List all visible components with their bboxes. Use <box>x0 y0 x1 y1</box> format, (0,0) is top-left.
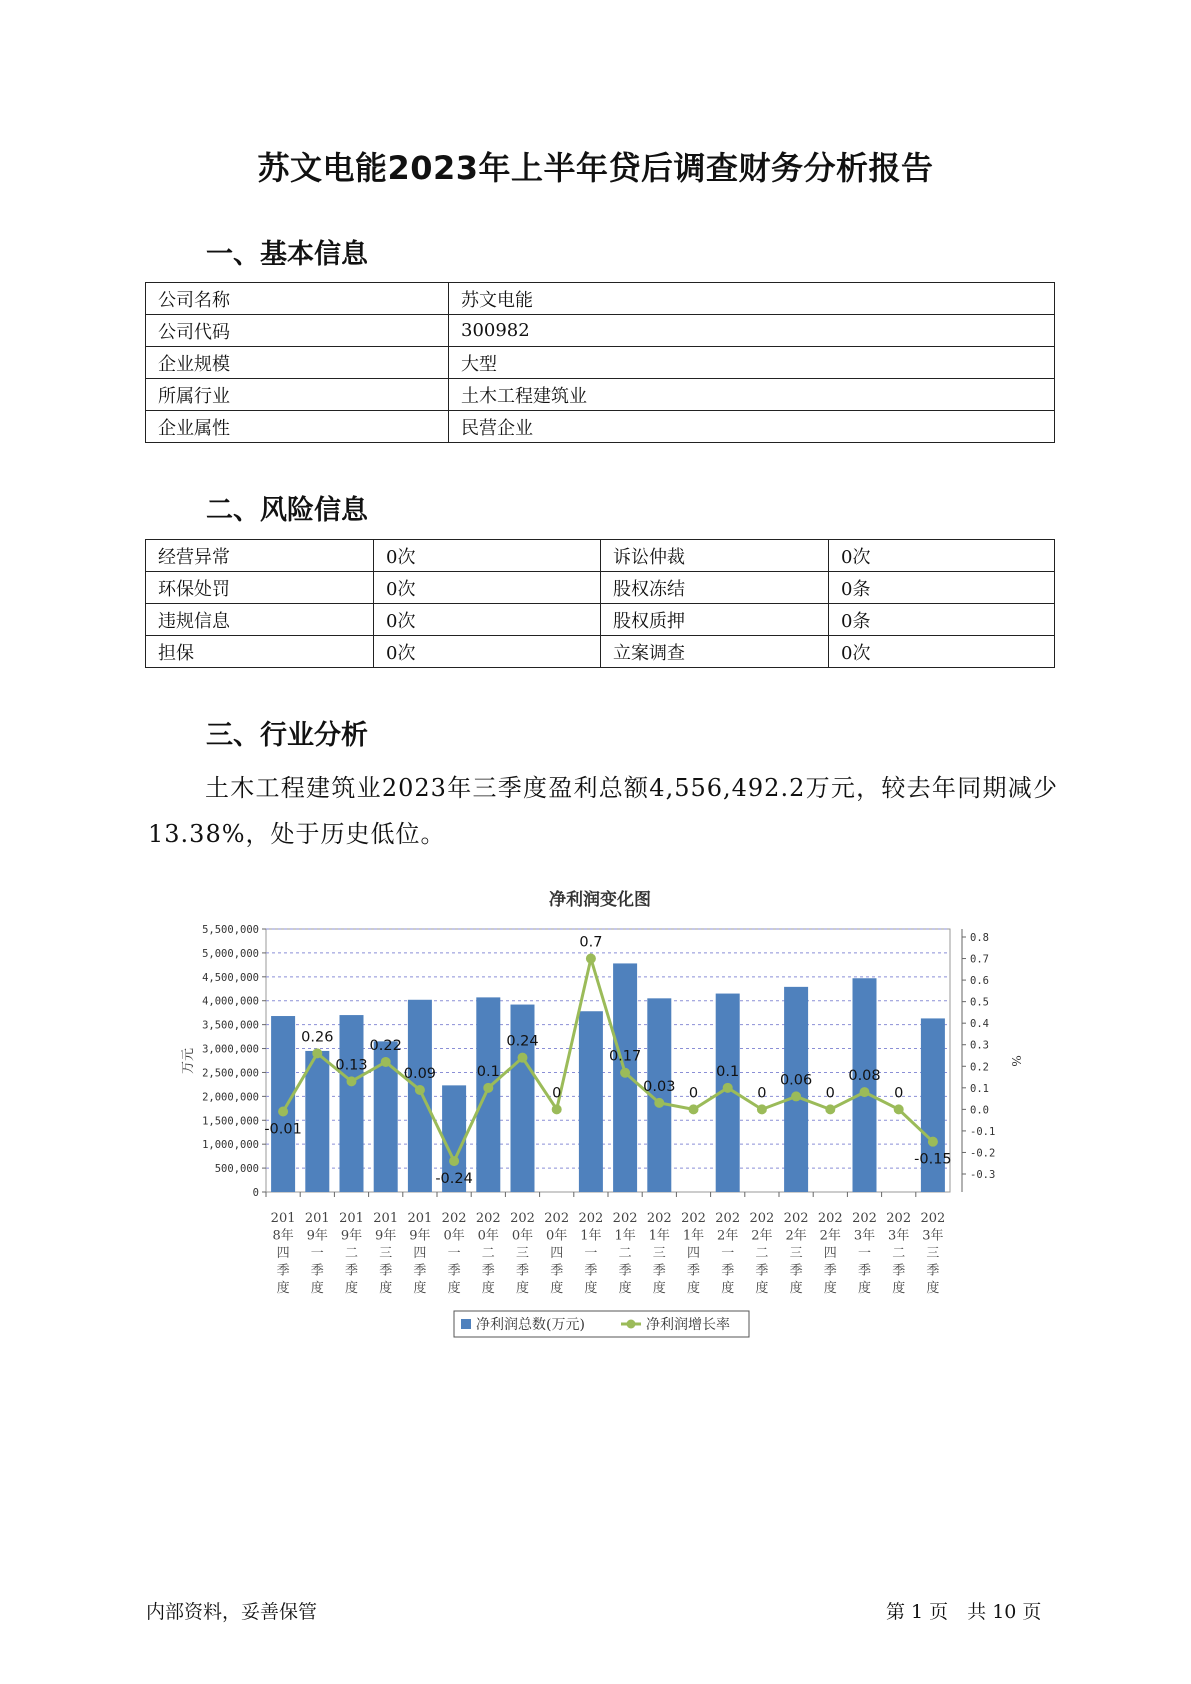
x-tick-label: 3年 <box>888 1228 910 1244</box>
x-tick-label: 季 <box>652 1263 666 1279</box>
x-tick-label: 一 <box>721 1246 735 1261</box>
x-tick-label: 季 <box>515 1263 530 1279</box>
growth-rate-point <box>381 1057 391 1067</box>
x-tick-label: 度 <box>789 1281 803 1296</box>
y2-tick-label: 0.0 <box>970 1104 989 1117</box>
growth-rate-point <box>586 954 596 964</box>
x-tick-label: 202 <box>852 1211 877 1226</box>
x-tick-label: 季 <box>310 1263 324 1279</box>
x-tick-label: 季 <box>823 1263 837 1279</box>
y-tick-label: 3,000,000 <box>202 1043 259 1056</box>
y-tick-label: 5,000,000 <box>202 947 259 960</box>
x-tick-label: 1年 <box>648 1228 670 1244</box>
field-value: 300982 <box>449 315 1055 347</box>
bar <box>408 1000 432 1192</box>
y-tick-label: 5,500,000 <box>202 924 259 936</box>
y2-tick-label: 0.1 <box>970 1082 989 1095</box>
y-tick-label: 0 <box>252 1187 259 1199</box>
section-heading-risk-info: 二、风险信息 <box>206 495 368 526</box>
x-tick-label: 季 <box>686 1263 701 1279</box>
x-tick-label: 1年 <box>580 1228 602 1244</box>
data-label: -0.15 <box>914 1151 952 1168</box>
y-tick-label: 1,000,000 <box>202 1139 259 1152</box>
x-tick-label: 0年 <box>443 1228 465 1244</box>
field-label: 企业属性 <box>146 411 449 443</box>
y-tick-label: 4,500,000 <box>202 971 259 984</box>
field-value: 民营企业 <box>449 411 1055 443</box>
industry-analysis-paragraph: 土木工程建筑业2023年三季度盈利总额4,556,492.2万元，较去年同期减少13.38%，处于历史低位。 <box>148 774 1058 848</box>
growth-rate-point <box>757 1104 767 1114</box>
x-tick-label: 9年 <box>409 1228 431 1244</box>
x-tick-label: 201 <box>304 1211 330 1226</box>
x-tick-label: 度 <box>926 1281 940 1296</box>
x-tick-label: 季 <box>550 1263 564 1279</box>
x-tick-label: 季 <box>344 1263 359 1279</box>
y2-tick-label: -0.1 <box>970 1125 996 1138</box>
growth-rate-point <box>415 1085 425 1095</box>
data-label: 0.1 <box>476 1063 500 1080</box>
x-tick-label: 8年 <box>272 1228 294 1244</box>
x-tick-label: 2年 <box>751 1228 773 1244</box>
x-tick-label: 202 <box>783 1211 809 1226</box>
x-tick-label: 1年 <box>682 1228 705 1244</box>
x-tick-label: 202 <box>544 1211 570 1226</box>
risk-value: 0次 <box>374 540 601 572</box>
growth-rate-point <box>483 1083 493 1093</box>
x-tick-label: 9年 <box>375 1228 397 1244</box>
y2-tick-label: 0.4 <box>970 1018 989 1031</box>
x-tick-label: 度 <box>584 1281 598 1296</box>
risk-label: 违规信息 <box>146 604 374 636</box>
data-label: 0 <box>894 1085 904 1102</box>
x-tick-label: 二 <box>755 1246 769 1261</box>
x-tick-label: 度 <box>276 1281 290 1296</box>
y2-tick-label: 0.8 <box>970 932 989 944</box>
x-tick-label: 2年 <box>717 1228 739 1244</box>
data-label: 0.24 <box>506 1033 539 1050</box>
y-tick-label: 3,500,000 <box>202 1019 259 1032</box>
x-tick-label: 度 <box>413 1281 427 1296</box>
x-tick-label: 四 <box>550 1246 564 1261</box>
legend-label-line: 净利润增长率 <box>646 1317 730 1333</box>
x-tick-label: 202 <box>475 1211 501 1226</box>
data-label: -0.24 <box>435 1171 473 1188</box>
x-tick-label: 一 <box>584 1246 598 1261</box>
x-tick-label: 3年 <box>922 1228 944 1244</box>
x-tick-label: 度 <box>823 1281 837 1296</box>
y2-tick-label: 0.2 <box>970 1061 989 1074</box>
x-tick-label: 度 <box>481 1281 495 1296</box>
x-tick-label: 季 <box>892 1263 906 1279</box>
bar <box>476 997 500 1192</box>
x-tick-label: 201 <box>373 1211 399 1226</box>
x-tick-label: 季 <box>379 1263 393 1279</box>
x-tick-label: 季 <box>618 1263 632 1279</box>
data-label: 0.08 <box>848 1068 881 1085</box>
x-tick-label: 季 <box>413 1263 427 1279</box>
x-tick-label: 202 <box>749 1211 775 1226</box>
x-tick-label: 三 <box>379 1246 393 1261</box>
section-heading-basic-info: 一、基本信息 <box>206 239 368 270</box>
y2-axis-title: % <box>1009 1055 1023 1067</box>
x-tick-label: 一 <box>857 1246 872 1261</box>
growth-rate-point <box>654 1098 664 1108</box>
risk-label: 股权质押 <box>601 604 829 636</box>
field-label: 公司代码 <box>146 315 449 347</box>
x-tick-label: 季 <box>857 1263 872 1279</box>
x-tick-label: 度 <box>652 1281 666 1296</box>
data-label: 0 <box>825 1085 835 1102</box>
x-tick-label: 度 <box>310 1281 324 1296</box>
x-tick-label: 202 <box>578 1211 604 1226</box>
growth-rate-point <box>723 1083 733 1093</box>
x-tick-label: 度 <box>344 1281 359 1296</box>
risk-value: 0次 <box>374 572 601 604</box>
growth-rate-point <box>928 1137 938 1147</box>
section-heading-industry-analysis: 三、行业分析 <box>206 720 368 751</box>
data-label: 0.22 <box>369 1037 402 1054</box>
growth-rate-point <box>518 1053 528 1063</box>
y-tick-label: 2,500,000 <box>202 1067 259 1080</box>
field-value: 大型 <box>449 347 1055 379</box>
field-label: 公司名称 <box>146 283 449 315</box>
x-tick-label: 2年 <box>785 1228 807 1244</box>
x-tick-label: 季 <box>481 1263 495 1279</box>
x-tick-label: 2年 <box>819 1228 841 1244</box>
x-tick-label: 季 <box>755 1263 769 1279</box>
legend-label-bar: 净利润总数(万元) <box>476 1317 585 1333</box>
x-tick-label: 0年 <box>546 1228 568 1244</box>
x-tick-label: 四 <box>276 1246 290 1261</box>
x-tick-label: 202 <box>817 1211 843 1226</box>
data-label: -0.01 <box>264 1121 302 1138</box>
growth-rate-point <box>620 1068 630 1078</box>
bar <box>784 987 808 1192</box>
data-label: 0.06 <box>779 1072 813 1089</box>
growth-rate-point <box>894 1104 904 1114</box>
bar <box>305 1051 329 1192</box>
bar <box>340 1015 364 1192</box>
field-label: 企业规模 <box>146 347 449 379</box>
risk-value: 0次 <box>374 636 601 668</box>
x-tick-label: 度 <box>755 1281 769 1296</box>
footer-confidential-note: 内部资料，妥善保管 <box>146 1601 318 1623</box>
x-tick-label: 三 <box>652 1246 666 1261</box>
y2-tick-label: 0.3 <box>970 1039 989 1052</box>
x-tick-label: 201 <box>407 1211 433 1226</box>
x-tick-label: 202 <box>920 1211 946 1226</box>
growth-rate-point <box>689 1104 699 1114</box>
data-label: 0 <box>688 1085 699 1102</box>
x-tick-label: 季 <box>584 1263 598 1279</box>
report-title: 苏文电能2023年上半年贷后调查财务分析报告 <box>257 149 934 187</box>
risk-value: 0次 <box>829 540 1055 572</box>
y2-tick-label: -0.3 <box>970 1169 996 1181</box>
data-label: 0.03 <box>643 1078 676 1095</box>
x-tick-label: 度 <box>686 1281 701 1296</box>
risk-label: 经营异常 <box>146 540 374 572</box>
y-tick-label: 2,000,000 <box>202 1091 259 1104</box>
x-tick-label: 度 <box>721 1281 735 1296</box>
data-label: 0.7 <box>579 934 603 951</box>
y-tick-label: 4,000,000 <box>202 995 259 1008</box>
x-tick-label: 季 <box>721 1263 735 1279</box>
growth-rate-point <box>791 1091 801 1101</box>
bar <box>579 1011 603 1192</box>
x-tick-label: 202 <box>612 1211 638 1226</box>
x-tick-label: 9年 <box>340 1228 363 1244</box>
x-tick-label: 度 <box>892 1281 906 1296</box>
x-tick-label: 9年 <box>306 1228 328 1244</box>
legend-swatch-bar <box>461 1319 471 1329</box>
bar <box>853 978 877 1192</box>
x-tick-label: 一 <box>447 1246 461 1261</box>
x-tick-label: 3年 <box>853 1228 876 1244</box>
risk-label: 股权冻结 <box>601 572 829 604</box>
y2-tick-label: 0.5 <box>970 996 989 1009</box>
field-value: 苏文电能 <box>449 283 1055 315</box>
data-label: 0.1 <box>716 1063 740 1080</box>
risk-label: 立案调查 <box>601 636 829 668</box>
field-value: 土木工程建筑业 <box>449 379 1055 411</box>
x-tick-label: 202 <box>681 1211 706 1226</box>
x-tick-label: 二 <box>344 1246 359 1261</box>
y2-tick-label: -0.2 <box>970 1147 996 1160</box>
y2-tick-label: 0.6 <box>970 975 989 988</box>
x-tick-label: 四 <box>686 1246 701 1261</box>
x-tick-label: 二 <box>618 1246 632 1261</box>
x-tick-label: 202 <box>510 1211 535 1226</box>
growth-rate-point <box>860 1087 870 1097</box>
x-tick-label: 二 <box>892 1246 906 1261</box>
y-axis-title: 万元 <box>181 1047 196 1075</box>
data-label: 0.09 <box>403 1065 437 1082</box>
risk-value: 0次 <box>829 636 1055 668</box>
x-tick-label: 0年 <box>477 1228 499 1244</box>
field-label: 所属行业 <box>146 379 449 411</box>
growth-rate-point <box>347 1076 357 1086</box>
growth-rate-point <box>552 1104 562 1114</box>
x-tick-label: 度 <box>515 1281 530 1296</box>
x-tick-label: 度 <box>550 1281 564 1296</box>
data-label: 0 <box>552 1085 562 1102</box>
x-tick-label: 202 <box>441 1211 467 1226</box>
x-tick-label: 201 <box>339 1211 364 1226</box>
legend-swatch-marker <box>627 1320 636 1329</box>
risk-label: 担保 <box>146 636 374 668</box>
y-tick-label: 1,500,000 <box>202 1115 259 1128</box>
risk-label: 诉讼仲裁 <box>601 540 829 572</box>
data-label: 0.13 <box>335 1057 368 1074</box>
y2-tick-label: 0.7 <box>970 953 989 966</box>
x-tick-label: 202 <box>715 1211 741 1226</box>
y-tick-label: 500,000 <box>214 1163 259 1176</box>
x-tick-label: 201 <box>270 1211 296 1226</box>
chart-title: 净利润变化图 <box>549 890 651 910</box>
growth-rate-point <box>825 1104 835 1114</box>
x-tick-label: 度 <box>618 1281 632 1296</box>
x-tick-label: 0年 <box>511 1228 534 1244</box>
data-label: 0.26 <box>301 1029 334 1046</box>
data-label: 0.17 <box>608 1048 642 1065</box>
risk-label: 环保处罚 <box>146 572 374 604</box>
x-tick-label: 202 <box>886 1211 912 1226</box>
growth-rate-point <box>312 1048 322 1058</box>
x-tick-label: 度 <box>857 1281 872 1296</box>
data-label: 0 <box>757 1085 767 1102</box>
growth-rate-point <box>278 1107 288 1117</box>
x-tick-label: 二 <box>481 1246 495 1261</box>
x-tick-label: 度 <box>379 1281 393 1296</box>
x-tick-label: 一 <box>310 1246 324 1261</box>
x-tick-label: 三 <box>789 1246 803 1261</box>
bar <box>271 1016 295 1192</box>
risk-value: 0次 <box>374 604 601 636</box>
x-tick-label: 三 <box>926 1246 940 1261</box>
growth-rate-point <box>449 1156 459 1166</box>
x-tick-label: 季 <box>447 1263 461 1279</box>
x-tick-label: 季 <box>926 1263 940 1279</box>
footer-page-number: 第 1 页 共 10 页 <box>886 1601 1042 1623</box>
risk-value: 0条 <box>829 572 1055 604</box>
x-tick-label: 季 <box>789 1263 803 1279</box>
x-tick-label: 四 <box>823 1246 837 1261</box>
x-tick-label: 度 <box>447 1281 461 1296</box>
x-tick-label: 1年 <box>614 1228 636 1244</box>
x-tick-label: 202 <box>646 1211 672 1226</box>
x-tick-label: 季 <box>276 1263 290 1279</box>
x-tick-label: 四 <box>413 1246 427 1261</box>
risk-value: 0条 <box>829 604 1055 636</box>
x-tick-label: 三 <box>515 1246 530 1261</box>
